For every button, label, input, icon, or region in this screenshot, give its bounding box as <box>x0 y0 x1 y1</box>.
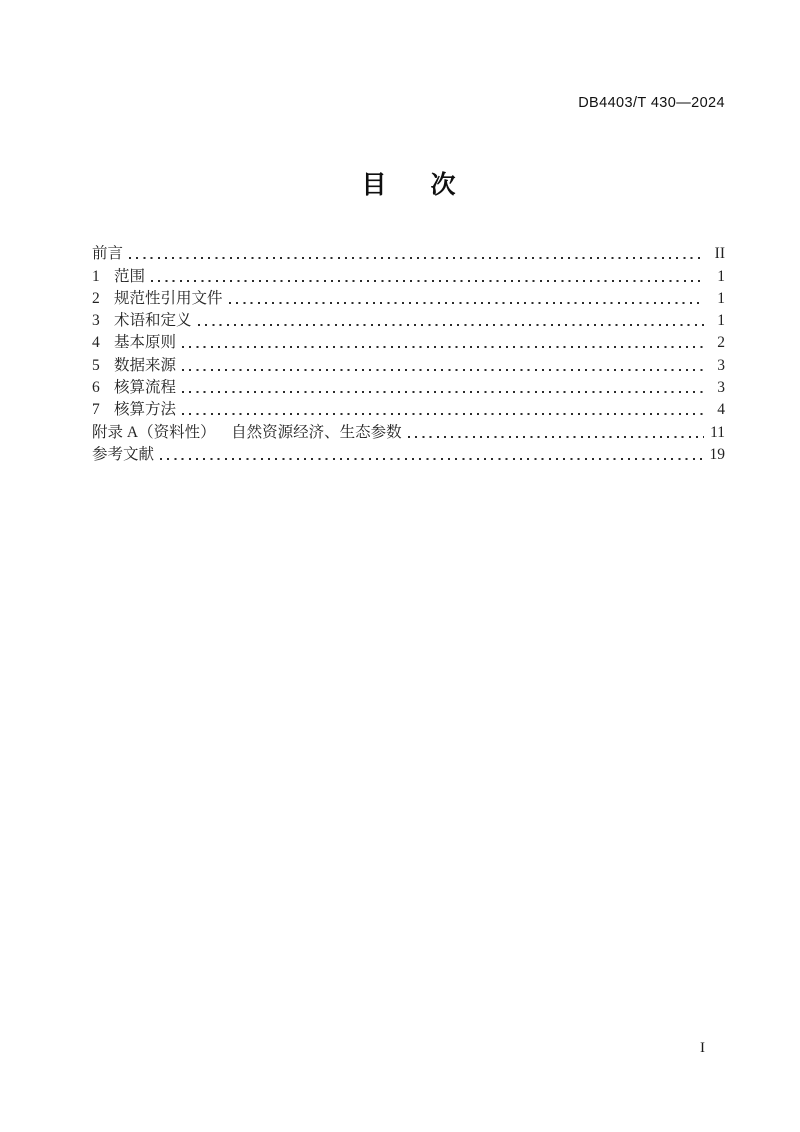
toc-leader-dots <box>182 391 704 393</box>
toc-leader-dots <box>198 324 704 326</box>
toc-entry-number: 1 <box>92 267 100 285</box>
toc-entry-page: 1 <box>717 267 725 285</box>
document-header <box>92 95 725 111</box>
toc-entry-page: II <box>714 245 725 263</box>
toc-leader-dots <box>160 458 704 460</box>
table-of-contents <box>92 241 725 464</box>
toc-entry-label: 数据来源 <box>114 356 177 374</box>
toc-entry-page: 3 <box>717 356 725 374</box>
toc-entry-label: 附录 A（资料性） 自然资源经济、生态参数 <box>92 423 402 441</box>
toc-entry-label: 术语和定义 <box>114 312 192 330</box>
toc-entry-accounting-process <box>92 375 725 397</box>
toc-entry-foreword <box>92 241 725 263</box>
toc-entry-page: 3 <box>717 379 725 397</box>
toc-leader-dots <box>129 257 704 259</box>
toc-leader-dots <box>182 346 704 348</box>
toc-entry-page: 11 <box>710 423 725 441</box>
toc-entry-label: 范围 <box>114 267 146 285</box>
toc-entry-number: 5 <box>92 356 100 374</box>
toc-entry-number: 7 <box>92 401 100 419</box>
page-title-char-2: 次 <box>430 171 456 199</box>
toc-entry-scope <box>92 263 725 285</box>
toc-leader-dots <box>408 436 704 438</box>
toc-leader-dots <box>229 302 704 304</box>
toc-entry-page: 1 <box>717 289 725 307</box>
toc-entry-label: 核算方法 <box>114 401 177 419</box>
toc-entry-page: 19 <box>709 445 725 463</box>
page-title <box>92 172 725 200</box>
toc-entry-accounting-methods <box>92 397 725 419</box>
page-title-char-1: 目 <box>361 171 387 199</box>
toc-entry-page: 4 <box>717 401 725 419</box>
toc-leader-dots <box>151 280 704 282</box>
toc-entry-basic-principles <box>92 330 725 352</box>
toc-entry-label: 参考文献 <box>92 445 155 463</box>
toc-entry-label: 前言 <box>92 245 124 263</box>
toc-entry-references <box>92 442 725 464</box>
toc-leader-dots <box>182 413 704 415</box>
toc-entry-number: 4 <box>92 334 100 352</box>
toc-entry-label: 规范性引用文件 <box>114 289 223 307</box>
toc-entry-normative-references <box>92 286 725 308</box>
toc-entry-page: 2 <box>717 334 725 352</box>
toc-entry-appendix-a <box>92 419 725 441</box>
footer-page-number: I <box>700 1040 705 1056</box>
toc-entry-label: 基本原则 <box>114 334 177 352</box>
toc-entry-number: 3 <box>92 312 100 330</box>
toc-entry-data-sources <box>92 352 725 374</box>
toc-entry-label: 核算流程 <box>114 379 177 397</box>
toc-entry-number: 6 <box>92 379 100 397</box>
toc-leader-dots <box>182 369 704 371</box>
toc-entry-number: 2 <box>92 289 100 307</box>
toc-entry-terms-definitions <box>92 308 725 330</box>
standard-number: DB4403/T 430—2024 <box>578 95 725 111</box>
toc-entry-page: 1 <box>717 312 725 330</box>
